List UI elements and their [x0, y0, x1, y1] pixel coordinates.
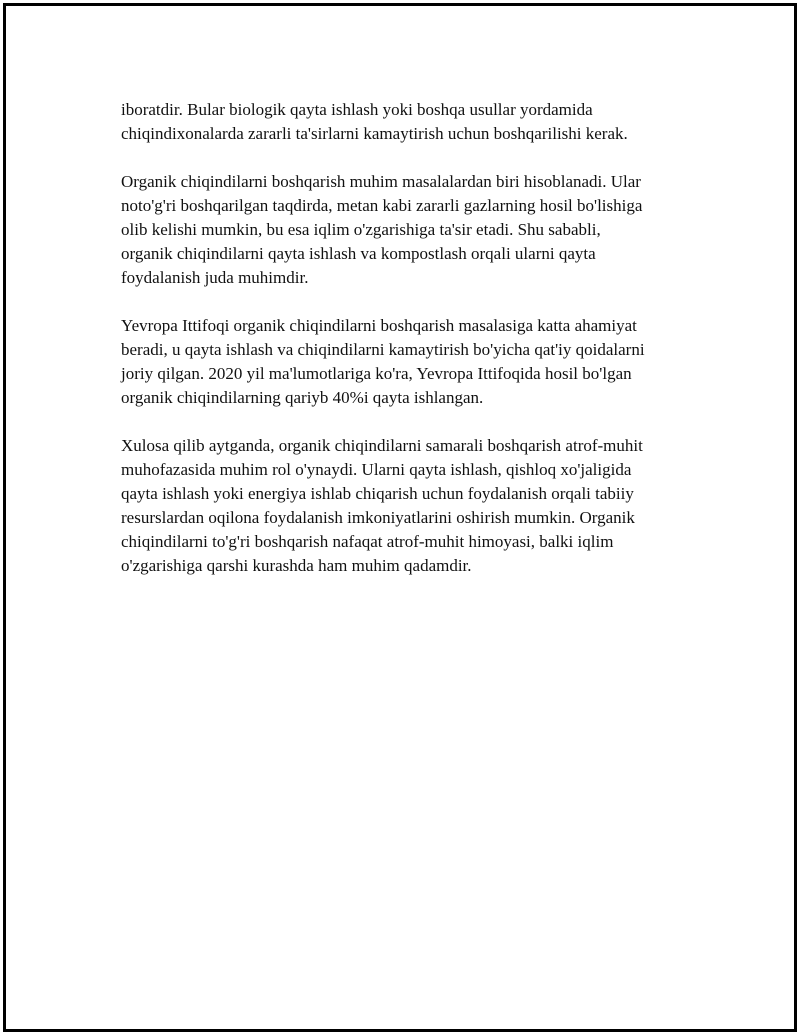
paragraph-3: Yevropa Ittifoqi organik chiqindilarni boshqarish masalasiga katta ahamiyat beradi, u qayta ishlash va chiqindilarni kamaytirish bo'yicha qat'iy qoidalarni joriy qilgan. 2020 yil ma'lumotlariga ko'ra, Yevropa Ittifoqida hosil bo'lgan organik chiqindilarning qariyb 40%i qayta ishlangan.: [121, 316, 645, 407]
paragraph-4: Xulosa qilib aytganda, organik chiqindilarni samarali boshqarish atrof-muhit muhofazasida muhim rol o'ynaydi. Ularni qayta ishlash, qishloq xo'jaligida qayta ishlash yoki energiya ishlab chiqarish uchun foydalanish orqali tabiiy resurslardan oqilona foydalanish imkoniyatlarini oshirish mumkin. Organik chiqindilarni to'g'ri boshqarish nafaqat atrof-muhit himoyasi, balki iqlim o'zgarishiga qarshi kurashda ham muhim qadamdir.: [121, 436, 643, 575]
paragraph-1: iboratdir. Bular biologik qayta ishlash yoki boshqa usullar yordamida chiqindixonalarda zararli ta'sirlarni kamaytirish uchun boshqarilishi kerak.: [121, 100, 628, 143]
page-frame: [3, 3, 797, 1032]
page-body: [121, 98, 711, 602]
paragraph-2: Organik chiqindilarni boshqarish muhim masalalardan biri hisoblanadi. Ular noto'g'ri boshqarilgan taqdirda, metan kabi zararli gazlarning hosil bo'lishiga olib kelishi mumkin, bu esa iqlim o'zgarishiga ta'sir etadi. Shu sababli, organik chiqindilarni qayta ishlash va kompostlash orqali ularni qayta foydalanish juda muhimdir.: [121, 172, 643, 287]
